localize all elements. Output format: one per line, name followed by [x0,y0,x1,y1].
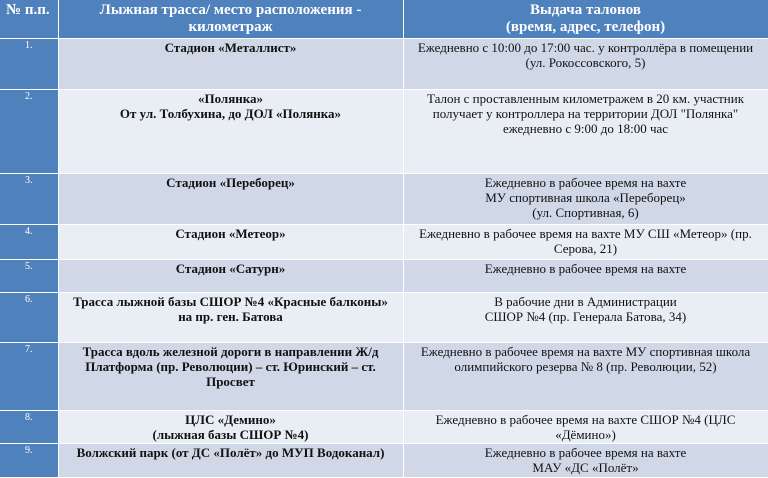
table-row [0,342,768,410]
tickets-line: МУ спортивная школа «Переборец» [485,189,686,205]
trail-line: Стадион «Сатурн» [175,260,286,276]
tickets-line: (ул. Рокоссовского, 5) [525,54,646,70]
trail-line: «Полянка» [197,90,264,106]
tickets-line: Ежедневно с 10:00 до 17:00 час. у контроллёра в помещении [417,39,754,55]
trail-line: Стадион «Метеор» [175,225,286,241]
trail-line: Платформа (пр. Революции) – ст. Юринский – ст. [85,358,376,374]
tickets-line: Ежедневно в рабочее время на вахте МУ спортивная школа [420,343,751,359]
tickets-line: Ежедневно в рабочее время на вахте СШОР №4 (ЦЛС [435,411,736,427]
tickets-line: СШОР №4 (пр. Генерала Батова, 34) [484,308,687,324]
header-tickets-line: Выдача талонов [530,2,641,18]
row-number: 3. [0,173,58,224]
trail-line: Трасса лыжной базы СШОР №4 «Красные балконы» [73,293,388,309]
row-number: 4. [0,224,58,259]
table-row [0,410,768,443]
row-number: 5. [0,259,58,292]
tickets-line: Ежедневно в рабочее время на вахте МУ СШ «Метеор» (пр. [419,225,752,241]
tickets-line: Ежедневно в рабочее время на вахте [484,174,687,190]
row-number: 1. [0,38,58,89]
trail-line: (лыжная базы СШОР №4) [152,426,309,442]
trail-cell [58,410,403,443]
tickets-line: «Дёмино») [555,426,616,442]
trail-line: ЦЛС «Демино» [185,411,276,427]
table-row [0,224,768,259]
tickets-line: В рабочие дни в Администрации [494,293,677,309]
row-number: 9. [0,443,58,477]
table-row [0,443,768,477]
tickets-cell [403,38,768,89]
trail-line: Стадион «Переборец» [166,174,295,190]
trail-line: Просвет [206,373,255,389]
tickets-cell [403,224,768,259]
trail-line: Волжский парк (от ДС «Полёт» до МУП Водоканал) [76,444,385,460]
tickets-cell [403,410,768,443]
tickets-cell [403,292,768,342]
header-trail [58,0,403,38]
tickets-cell [403,443,768,477]
trail-cell [58,443,403,477]
table-row [0,259,768,292]
tickets-line: Ежедневно в рабочее время на вахте [484,444,687,460]
table-row [0,292,768,342]
row-number: 2. [0,89,58,173]
header-trail-line: километраж [188,19,273,35]
trail-line: на пр. ген. Батова [178,308,283,324]
trail-cell [58,292,403,342]
trail-cell [58,342,403,410]
trail-line: От ул. Толбухина, до ДОЛ «Полянка» [119,105,342,121]
tickets-line: олимпийского резерва № 8 (пр. Революции, 52) [454,358,717,374]
trail-cell [58,224,403,259]
tickets-cell [403,342,768,410]
row-number: 6. [0,292,58,342]
trail-line: Стадион «Металлист» [164,39,297,55]
tickets-line: Ежедневно в рабочее время на вахте [484,260,687,276]
tickets-line: Талон с проставленным километражем в 20 км. участник [426,90,745,106]
table-row [0,38,768,89]
header-row [0,0,768,38]
header-tickets [403,0,768,38]
table-row [0,89,768,173]
trail-cell [58,173,403,224]
header-tickets-line: (время, адрес, телефон) [505,19,666,35]
table-row [0,173,768,224]
tickets-cell [403,173,768,224]
tickets-line: (ул. Спортивная, 6) [532,204,639,220]
row-number: 7. [0,342,58,410]
trail-cell [58,259,403,292]
trail-cell [58,89,403,173]
header-trail-line: Лыжная трасса/ место расположения - [99,2,362,18]
trail-cell [58,38,403,89]
tickets-cell [403,259,768,292]
tickets-line: МАУ «ДС «Полёт» [532,459,639,475]
tickets-line: Серова, 21) [553,240,618,256]
tickets-line: ежедневно с 9:00 до 18:00 час [502,120,669,136]
trail-line: Трасса вдоль железной дороги в направлении Ж/д [82,343,379,359]
tickets-cell [403,89,768,173]
row-number: 8. [0,410,58,443]
tickets-line: получает у контроллера на территории ДОЛ "Полянка" [432,105,739,121]
header-number: № п.п. [0,0,58,38]
